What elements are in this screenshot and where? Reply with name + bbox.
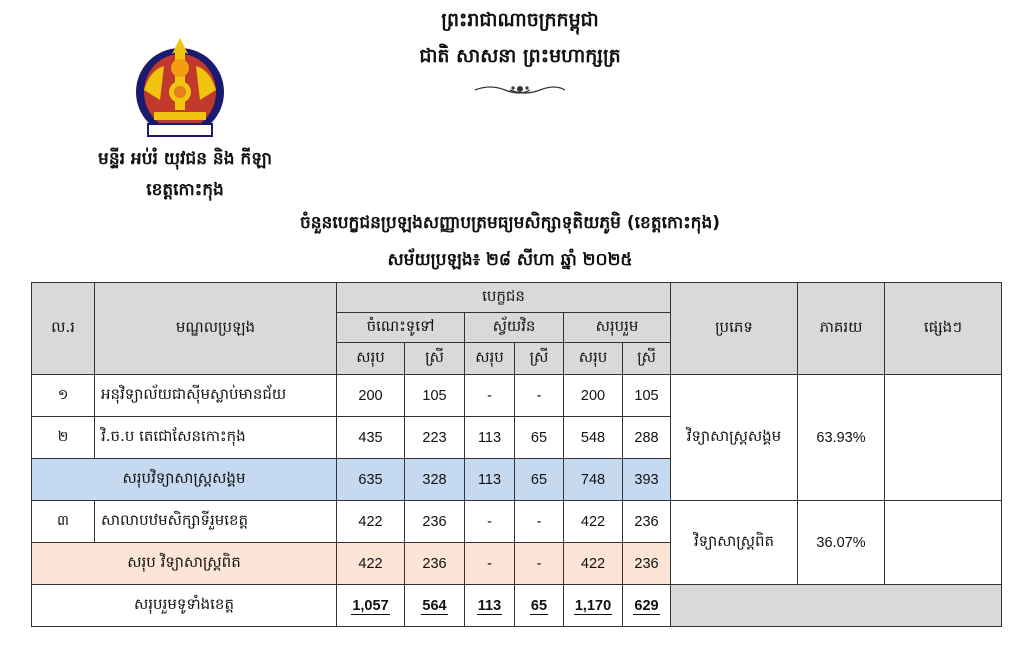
general-total: 435 (337, 417, 405, 459)
grand-female: 236 (623, 501, 671, 543)
header-grand: សរុបរួម (564, 313, 671, 343)
grand-female: 288 (623, 417, 671, 459)
free-total: 113 (465, 417, 515, 459)
header-other: ផ្សេងៗ (885, 283, 1002, 375)
exam-center-name: វិ.ច.ប តេជោសែនកោះកុង (95, 417, 337, 459)
free-female: - (515, 375, 564, 417)
department-name: មន្ទីរ អប់រំ យុវជន និង កីឡា (98, 149, 272, 169)
general-female: 105 (405, 375, 465, 417)
exam-center-name: សាលាបឋមសិក្សាទីរួមខេត្ត (95, 501, 337, 543)
general-female: 223 (405, 417, 465, 459)
header-total: សរុប (337, 343, 405, 375)
ornament-divider (470, 80, 570, 100)
grand-female: 393 (623, 459, 671, 501)
general-female: 236 (405, 543, 465, 585)
free-total: - (465, 375, 515, 417)
general-total: 635 (337, 459, 405, 501)
header-general: ចំណេះទូទៅ (337, 313, 465, 343)
free-female: 65 (515, 417, 564, 459)
grand-total-label (32, 585, 337, 627)
grand-total: 548 (564, 417, 623, 459)
free-total: 113 (477, 597, 502, 614)
subtotal-label: សរុប វិទ្យាសាស្ត្រពិត (32, 543, 337, 585)
type-social-science: វិទ្យាសាស្ត្រសង្គម (671, 375, 798, 501)
grand-female: 105 (623, 375, 671, 417)
free-female: - (515, 501, 564, 543)
free-female: - (515, 543, 564, 585)
free-female: 65 (530, 597, 548, 614)
document-title: ចំនួនបេក្ខជនប្រឡងសញ្ញាបត្រមធ្យមសិក្សាទុតិយភូមិ (ខេត្តកោះកុង) (299, 213, 721, 233)
row-no: ២ (32, 417, 95, 459)
row-no: ៣ (32, 501, 95, 543)
candidates-table (31, 282, 1002, 627)
table-row (32, 375, 1002, 417)
province-total-row (32, 585, 1002, 627)
grand-total: 422 (564, 543, 623, 585)
percent-science: 36.07% (798, 501, 885, 585)
general-total: 1,057 (352, 597, 389, 614)
row-no: ១ (32, 375, 95, 417)
header-total: សរុប (465, 343, 515, 375)
province-name: ខេត្តកោះកុង (146, 180, 224, 200)
grand-female: 629 (634, 597, 659, 614)
table-row (32, 501, 1002, 543)
header-exam-center: មណ្ឌលប្រឡង (95, 283, 337, 375)
header-female: ស្រី (405, 343, 465, 375)
free-total: - (465, 543, 515, 585)
general-total: 422 (337, 501, 405, 543)
grand-total-label-text: សរុបរួមទូទាំងខេត្ត (134, 594, 234, 613)
ministry-emblem (130, 30, 230, 148)
header-candidates: បេក្ខជន (337, 283, 671, 313)
free-total: - (465, 501, 515, 543)
general-total: 200 (337, 375, 405, 417)
free-total: 113 (465, 459, 515, 501)
header-total: សរុប (564, 343, 623, 375)
national-motto: ជាតិ សាសនា ព្រះមហាក្សត្រ (419, 45, 621, 67)
header-no: ល.រ (32, 283, 95, 375)
exam-center-name: អនុវិទ្យាល័យជាស៊ីមស្លាប់មានជ័យ (95, 375, 337, 417)
general-total: 422 (337, 543, 405, 585)
subtotal-label: សរុបវិទ្យាសាស្ត្រសង្គម (32, 459, 337, 501)
type-science: វិទ្យាសាស្ត្រពិត (671, 501, 798, 585)
kingdom-title: ព្រះរាជាណាចក្រកម្ពុជា (441, 9, 599, 31)
empty-grey-cell (671, 585, 1002, 627)
general-female: 236 (405, 501, 465, 543)
header-free: ស្វ័យវិន (465, 313, 564, 343)
header-type: ប្រភេទ (671, 283, 798, 375)
grand-total: 422 (564, 501, 623, 543)
header-female: ស្រី (515, 343, 564, 375)
general-female: 564 (422, 597, 447, 614)
grand-total: 200 (564, 375, 623, 417)
other-cell (885, 501, 1002, 585)
grand-female: 236 (623, 543, 671, 585)
percent-social-science: 63.93% (798, 375, 885, 501)
grand-total: 1,170 (574, 597, 612, 614)
header-female: ស្រី (623, 343, 671, 375)
grand-total: 748 (564, 459, 623, 501)
free-female: 65 (515, 459, 564, 501)
header-percent: ភាគរយ (798, 283, 885, 375)
general-female: 328 (405, 459, 465, 501)
other-cell (885, 375, 1002, 501)
exam-session: សម័យប្រឡង៖ ២៨ សីហា ឆ្នាំ ២០២៥ (387, 250, 633, 270)
